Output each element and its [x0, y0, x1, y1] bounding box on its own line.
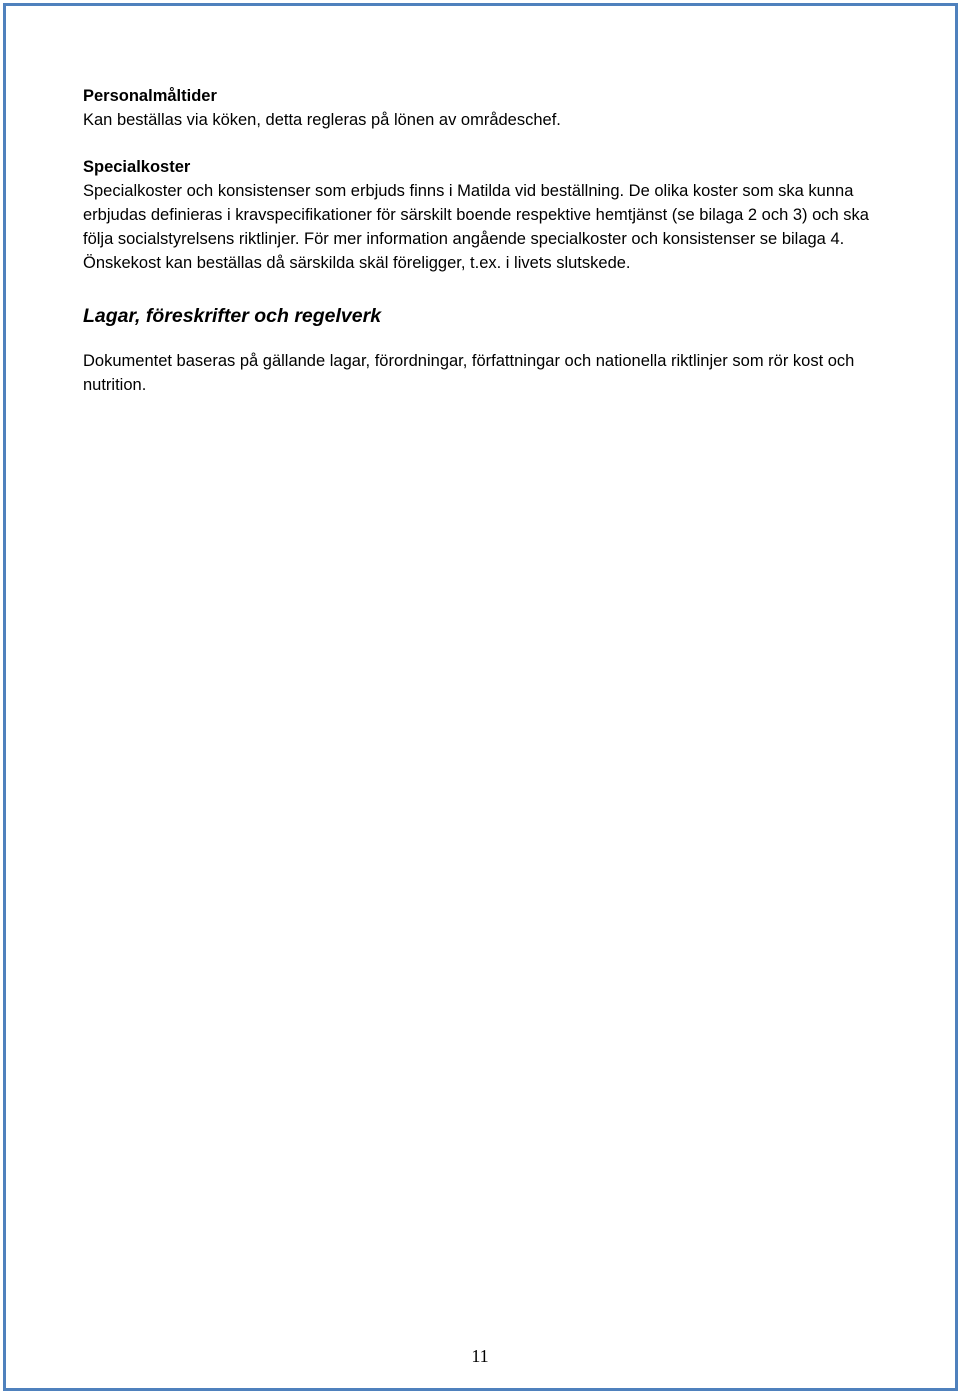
- section-paragraph: Specialkoster och konsistenser som erbjuds finns i Matilda vid beställning. De olika koster som ska kunna erbjudas definieras i kravspecifikationer för särskilt boende respektive hemtjänst (se bilaga 2 och 3) och ska följa socialstyrelsens riktlinjer. För mer information angående specialkoster och konsistenser se bilaga 4. Önskekost kan beställas då särskilda skäl föreligger, t.ex. i livets slutskede.: [83, 182, 869, 272]
- legal-section-paragraph: Dokumentet baseras på gällande lagar, förordningar, författningar och nationella riktlinjer som rör kost och nutrition.: [83, 352, 855, 394]
- page-number: 11: [471, 1346, 489, 1366]
- section-heading: Personalmåltider: [83, 87, 217, 105]
- section-paragraph: Kan beställas via köken, detta regleras på lönen av områdeschef.: [83, 111, 561, 129]
- section-personalmaltider: [83, 84, 873, 132]
- section-specialkoster: [83, 155, 873, 275]
- section-heading: Specialkoster: [83, 158, 191, 176]
- document-body: [83, 84, 873, 397]
- legal-section-title: Lagar, föreskrifter och regelverk: [83, 305, 382, 327]
